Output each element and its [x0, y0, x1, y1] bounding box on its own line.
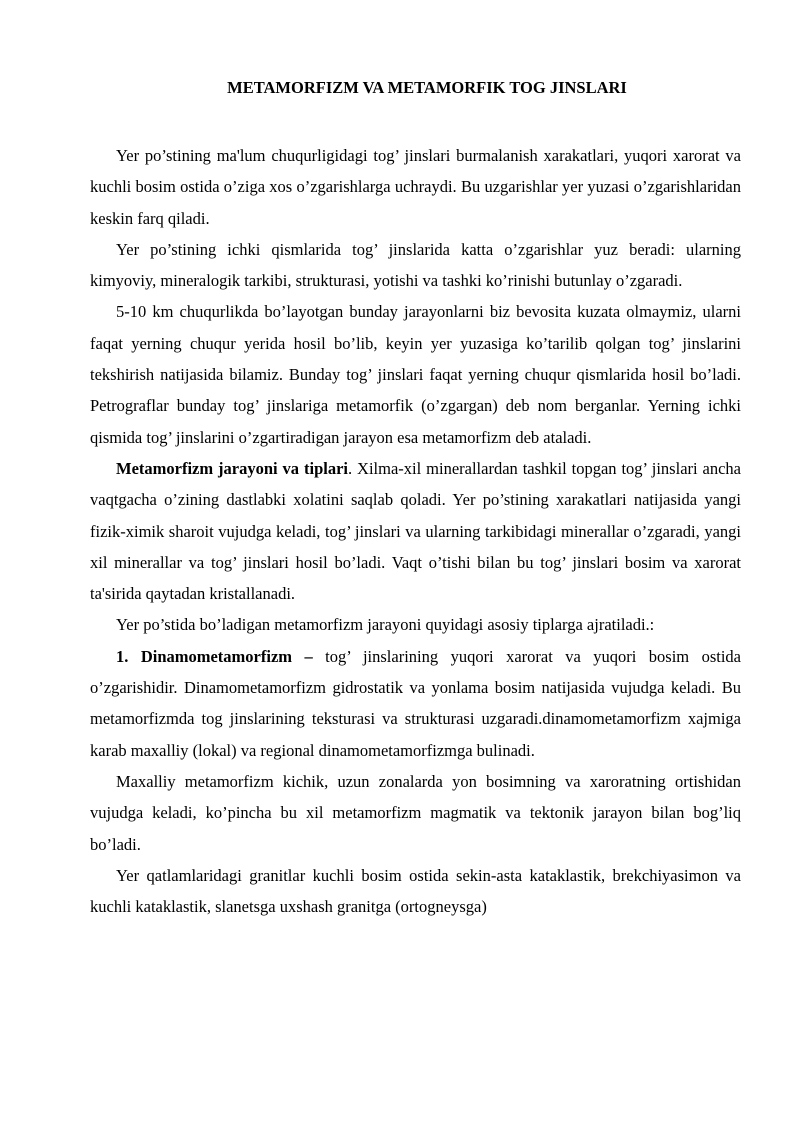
- paragraph-7: [90, 766, 741, 860]
- paragraph-1: [90, 140, 741, 234]
- paragraph-8: [90, 860, 741, 923]
- paragraph-text: Yer po’stida bo’ladigan metamorfizm jarayoni quyidagi asosiy tiplarga ajratiladi.:: [116, 615, 655, 635]
- term-heading: 1. Dinamometamorfizm –: [116, 646, 313, 666]
- document-title: METAMORFIZM VA METAMORFIK TOG JINSLARI: [227, 78, 627, 97]
- paragraph-text: Yer po’stining ma'lum chuqurligidagi tog’ jinslari burmalanish xarakatlari, yuqori xarorat va kuchli bosim ostida o’ziga xos o’zgarishlarga uchraydi. Bu uzgarishlar yer yuzasi o’zgarishlaridan keskin farq qiladi.: [90, 146, 741, 228]
- section-heading: Metamorfizm jarayoni va tiplari: [116, 458, 348, 478]
- paragraph-text: Maxalliy metamorfizm kichik, uzun zonalarda yon bosimning va xaroratning ortishidan vujudga keladi, ko’pincha bu xil metamorfizm magmatik va tektonik jarayon bilan bog’liq bo’ladi.: [90, 771, 741, 854]
- document-body: [90, 140, 741, 922]
- paragraph-2: [90, 234, 741, 297]
- paragraph-text: Yer po’stining ichki qismlarida tog’ jinslarida katta o’zgarishlar yuz beradi: ularning kimyoviy, mineralogik tarkibi, strukturasi, yotishi va tashki ko’rinishi butunlay o’zgaradi.: [90, 239, 741, 291]
- paragraph-6: [90, 641, 741, 766]
- paragraph-text: 5-10 km chuqurlikda bo’layotgan bunday jarayonlarni biz bevosita kuzata olmaymiz, ularni faqat yerning chuqur yerida hosil bo’lib, keyin yer yuzasiga ko’tarilib qolgan tog’ jinslarini tekshirish natijasida bilamiz. Bunday tog’ jinslari faqat yerning chuqur qismlarida hosil bo’ladi. Petrograflar bunday tog’ jinslariga metamorfik (o’zgargan) deb nom berganlar. Yerning ichki qismida tog’ jinslarini o’zgartiradigan jarayon esa metamorfizm deb ataladi.: [90, 302, 741, 447]
- paragraph-text: . Xilma-xil minerallardan tashkil topgan tog’ jinslari ancha vaqtgacha o’zining dastlabki xolatini saqlab qoladi. Yer po’stining xarakatlari natijasida yangi fizik-ximik sharoit vujudga keladi, tog’ jinslari va ularning tarkibidagi minerallar o’zgaradi, yangi xil minerallar va tog’ jinslari hosil bo’ladi. Vaqt o’tishi bilan bu tog’ jinslari bosim va xarorat ta'sirida qaytadan kristallanadi.: [90, 458, 741, 604]
- paragraph-text: tog’ jinslarining yuqori xarorat va yuqori bosim ostida o’zgarishidir. Dinamometamorfizm gidrostatik va yonlama bosim natijasida vujudga keladi. Bu metamorfizmda tog jinslarining teksturasi va strukturasi uzgaradi.dinamometamorfizm xajmiga karab maxalliy (lokal) va regional dinamometamorfizmga bulinadi.: [90, 646, 741, 760]
- paragraph-4: [90, 453, 741, 609]
- paragraph-text: Yer qatlamlaridagi granitlar kuchli bosim ostida sekin-asta kataklastik, brekchiyasimon va kuchli kataklastik, slanetsga uxshash granitga (ortogneysga): [90, 865, 741, 917]
- paragraph-3: [90, 296, 741, 452]
- paragraph-5: [90, 609, 741, 640]
